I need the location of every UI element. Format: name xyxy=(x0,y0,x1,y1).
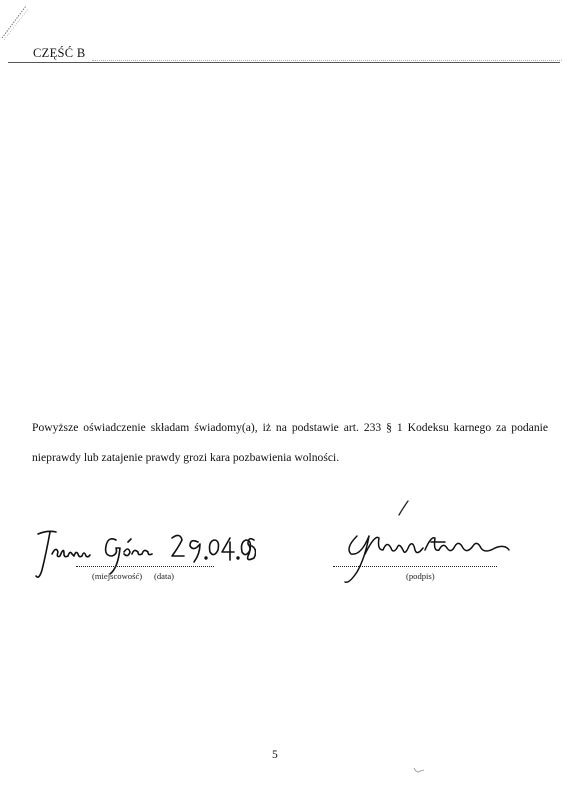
scan-corner-mark xyxy=(0,0,30,42)
signature-dotted-line xyxy=(333,566,497,567)
title-dotted-rule xyxy=(92,60,562,61)
title-underline xyxy=(8,62,560,63)
date-caption: (data) xyxy=(154,571,175,581)
declaration-statement: Powyższe oświadczenie składam świadomy(a), iż na podstawie art. 233 § 1 Kodeksu karnego za podanie nieprawdy lub zatajenie prawdy grozi kara pozbawienia wolności. xyxy=(32,421,548,464)
scan-speck-mark xyxy=(412,766,426,776)
place-date-dotted-line xyxy=(76,566,214,567)
pen-tick-mark xyxy=(396,498,412,518)
page-number: 5 xyxy=(272,749,278,761)
place-caption: (miejscowość) xyxy=(92,571,143,581)
handwritten-place-date xyxy=(34,528,256,584)
section-title: CZĘŚĆ B xyxy=(33,46,86,60)
signature-caption: (podpis) xyxy=(406,571,435,581)
